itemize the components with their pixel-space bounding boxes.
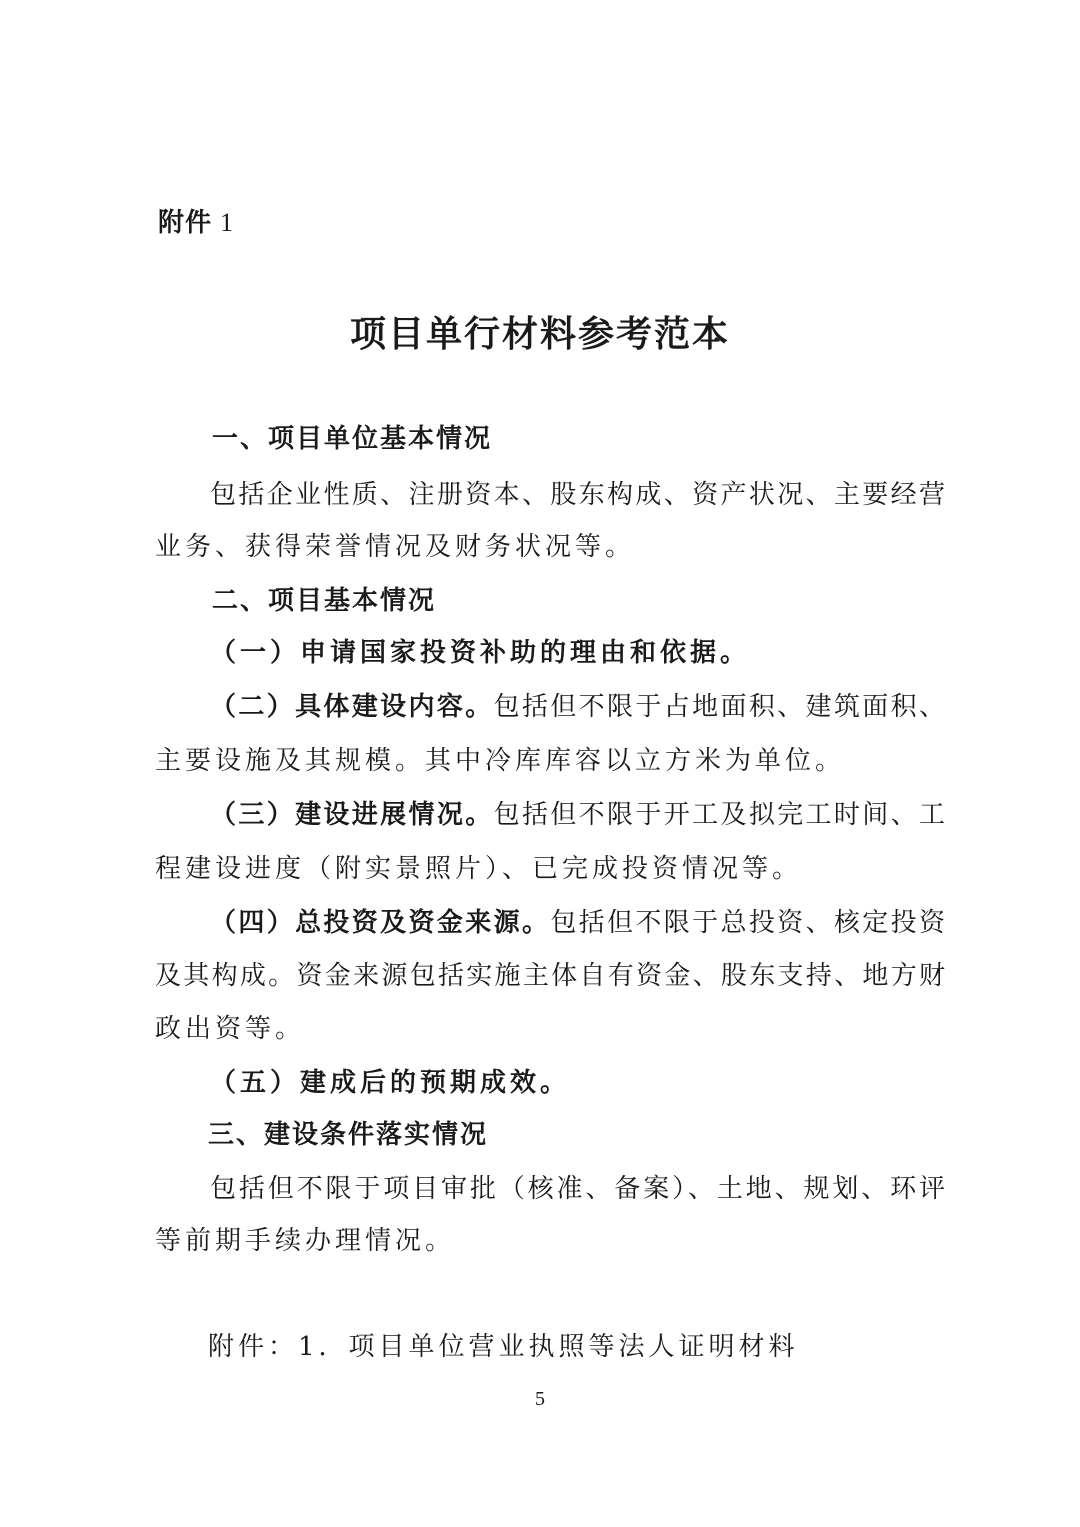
section-2-item-1: （一）申请国家投资补助的理由和依据。 xyxy=(210,638,751,668)
section-2-item-3-line-1 xyxy=(210,798,945,832)
section-2-item-5: （五）建成后的预期成效。 xyxy=(210,1068,571,1098)
section-2-item-4-line-1 xyxy=(210,906,945,940)
section-2-item-4-text: 包括但不限于总投资、核定投资 xyxy=(550,908,945,938)
attachment-label-number: 1 xyxy=(220,208,235,237)
section-1-text-line-1: 包括企业性质、注册资本、股东构成、资产状况、主要经营 xyxy=(210,480,945,510)
section-2-item-3-text: 包括但不限于开工及拟完工时间、工 xyxy=(493,800,945,830)
section-2-item-4-line-2: 及其构成。资金来源包括实施主体自有资金、股东支持、地方财 xyxy=(155,961,945,991)
section-2-item-2-line-2: 主要设施及其规模。其中冷库库容以立方米为单位。 xyxy=(155,746,846,776)
section-2-heading: 二、项目基本情况 xyxy=(212,586,437,616)
section-2-item-3-label: （三）建设进展情况。 xyxy=(210,800,494,830)
document-title: 项目单行材料参考范本 xyxy=(349,313,730,355)
section-1-heading: 一、项目单位基本情况 xyxy=(212,424,493,454)
section-2-item-2-label: （二）具体建设内容。 xyxy=(210,692,494,722)
section-2-item-2-text: 包括但不限于占地面积、建筑面积、 xyxy=(493,692,945,722)
section-2-item-3-line-2: 程建设进度（附实景照片）、已完成投资情况等。 xyxy=(155,854,803,884)
section-3-text-line-1: 包括但不限于项目审批（核准、备案）、土地、规划、环评 xyxy=(210,1174,945,1204)
section-3-heading: 三、建设条件落实情况 xyxy=(208,1120,489,1150)
attachment-label xyxy=(158,202,234,239)
attachments-note: 附件：1．项目单位营业执照等法人证明材料 xyxy=(208,1332,799,1362)
section-3-text-line-2: 等前期手续办理情况。 xyxy=(155,1226,456,1256)
section-1-text-line-2: 业务、获得荣誉情况及财务状况等。 xyxy=(155,532,636,562)
attachment-label-text: 附件 xyxy=(158,208,213,238)
section-2-item-4-line-3: 政出资等。 xyxy=(155,1014,306,1044)
section-2-item-2-line-1 xyxy=(210,690,945,724)
page-number: 5 xyxy=(535,1388,545,1410)
section-2-item-4-label: （四）总投资及资金来源。 xyxy=(210,908,551,938)
